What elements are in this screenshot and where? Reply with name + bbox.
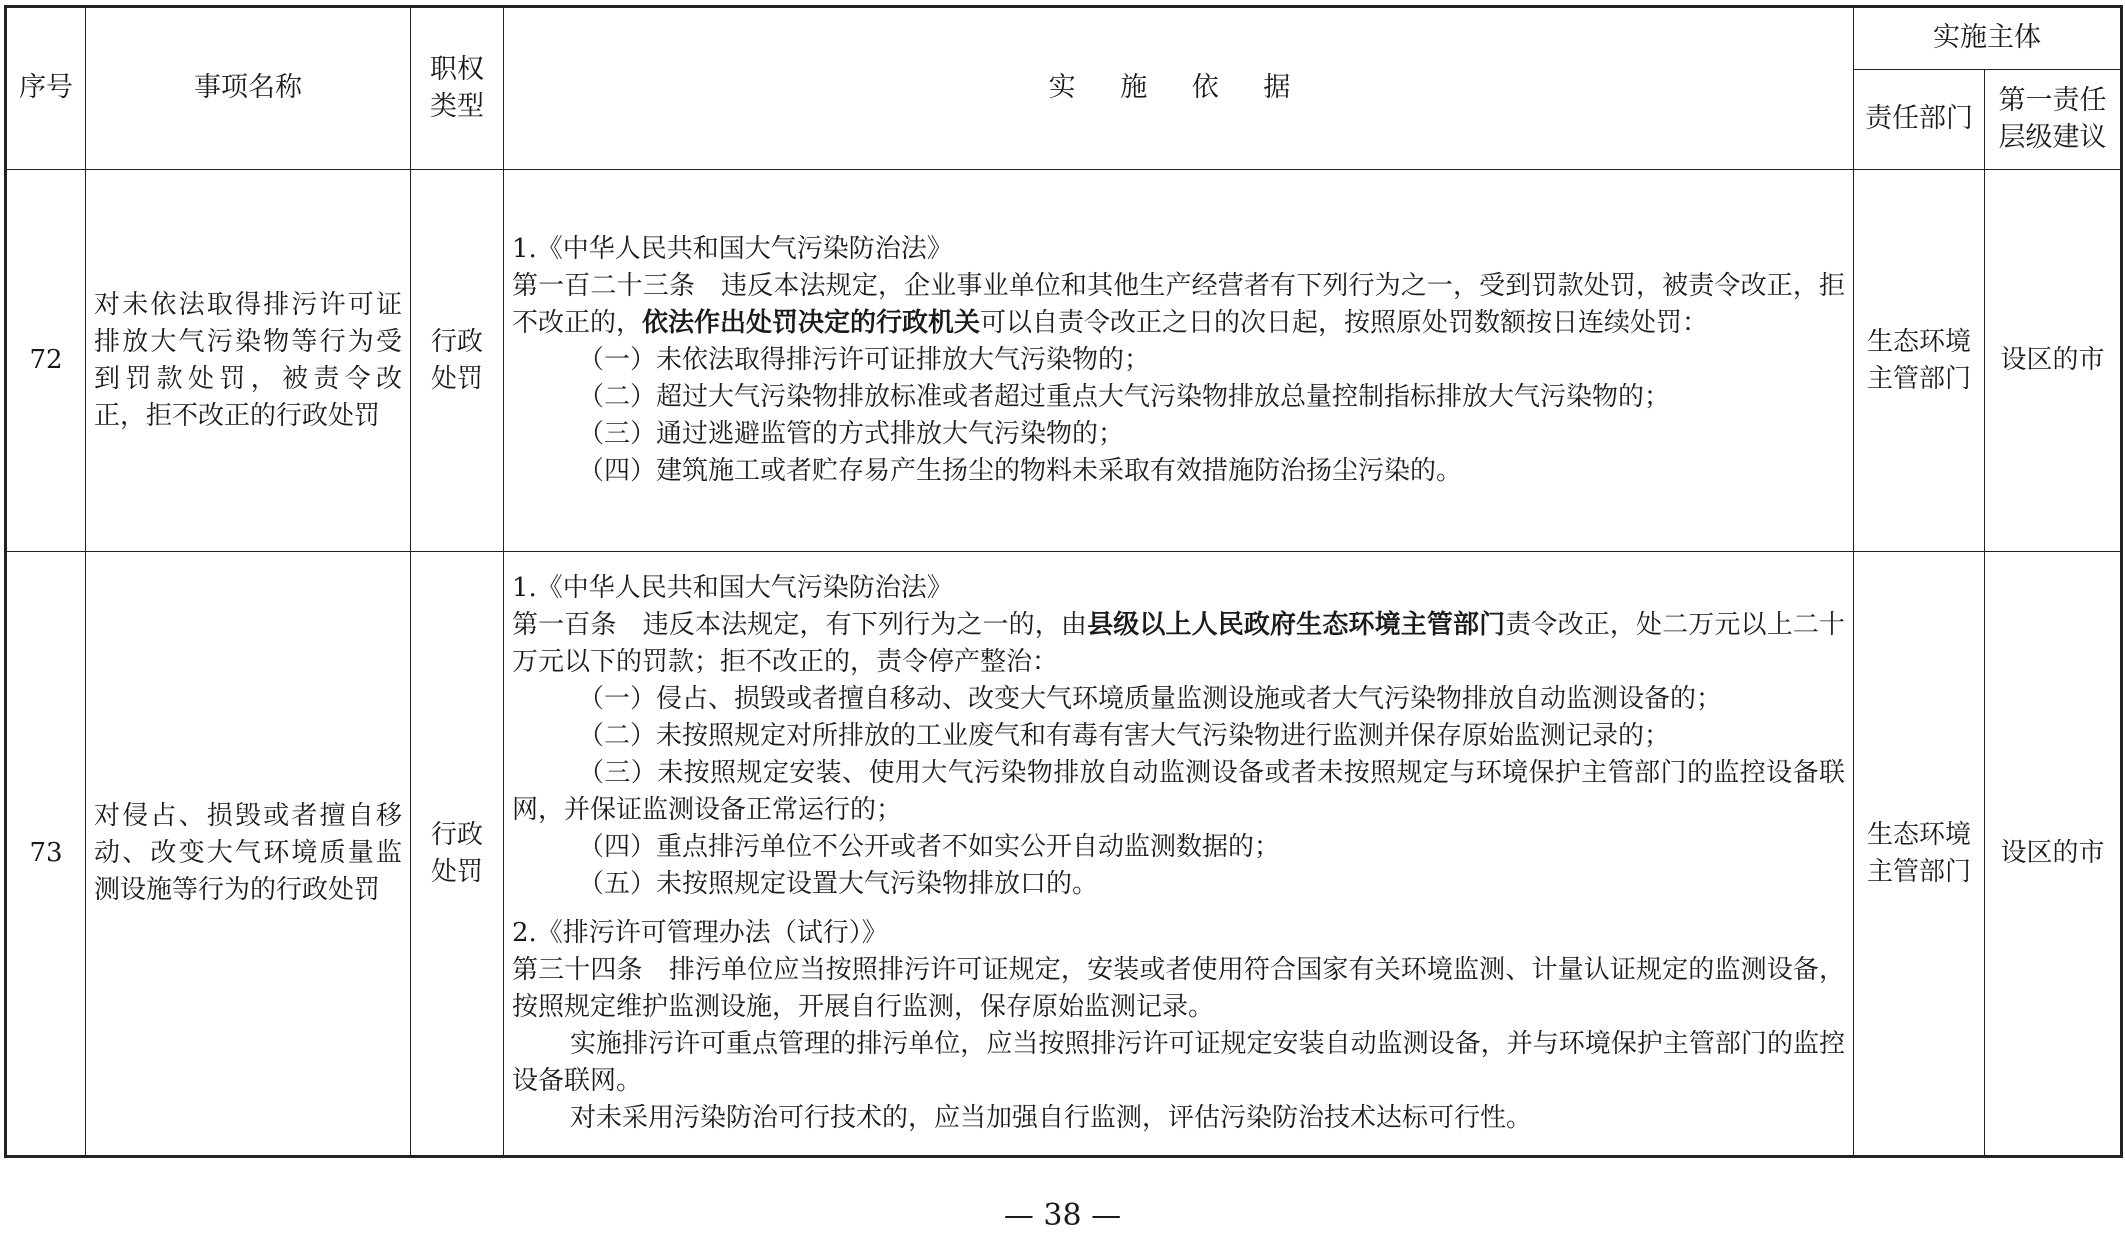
basis-item: （一）未依法取得排污许可证排放大气污染物的；	[578, 345, 1151, 375]
basis-paragraph: 对未采用污染防治可行技术的，应当加强自行监测，评估污染防治技术达标可行性。	[570, 1103, 1533, 1133]
basis-paragraph: 实施排污许可重点管理的排污单位，应当按照排污许可证规定安装自动监测设备，并与环境保护主管部门的监控设备联网。	[512, 1029, 1845, 1096]
row-level: 设区的市	[1985, 552, 2122, 1157]
basis-law-title: 1.《中华人民共和国大气污染防治法》	[512, 234, 953, 264]
basis-item: （三）通过逃避监管的方式排放大气污染物的；	[578, 419, 1125, 449]
header-seq: 序号	[6, 7, 86, 170]
row-name: 对侵占、损毁或者擅自移动、改变大气环境质量监测设施等行为的行政处罚	[86, 552, 411, 1157]
header-type: 职权类型	[411, 7, 504, 170]
row-type: 行政处罚	[411, 170, 504, 552]
header-level: 第一责任层级建议	[1985, 70, 2122, 170]
basis-item: （四）重点排污单位不公开或者不如实公开自动监测数据的；	[578, 832, 1281, 862]
basis-authority: 县级以上人民政府生态环境主管部门	[1087, 610, 1506, 640]
basis-article: 第一百二十三条 违反本法规定，企业事业单位和其他生产经营者有下列行为之一，受到罚款处罚，被责令改正，拒不改正的，依法作出处罚决定的行政机关可以自责令改正之日的次日起，按照原处罚数额按日连续处罚：	[512, 271, 1845, 338]
basis-item: （二）未按照规定对所排放的工业废气和有毒有害大气污染物进行监测并保存原始监测记录的；	[578, 721, 1671, 751]
responsibility-table	[4, 5, 2123, 1158]
table-row	[6, 170, 2122, 552]
header-subject: 实施主体	[1854, 7, 2122, 70]
basis-law-title: 1.《中华人民共和国大气污染防治法》	[512, 573, 953, 603]
basis-law-title: 2.《排污许可管理办法（试行）》	[512, 918, 888, 948]
row-dept: 生态环境主管部门	[1854, 170, 1985, 552]
row-level: 设区的市	[1985, 170, 2122, 552]
basis-item: （四）建筑施工或者贮存易产生扬尘的物料未采取有效措施防治扬尘污染的。	[578, 456, 1463, 486]
basis-item: （五）未按照规定设置大气污染物排放口的。	[578, 869, 1099, 899]
table-row	[6, 552, 2122, 1157]
row-dept: 生态环境主管部门	[1854, 552, 1985, 1157]
basis-article: 第三十四条 排污单位应当按照排污许可证规定，安装或者使用符合国家有关环境监测、计量认证规定的监测设备，按照规定维护监测设施，开展自行监测，保存原始监测记录。	[512, 955, 1845, 1022]
basis-item: （二）超过大气污染物排放标准或者超过重点大气污染物排放总量控制指标排放大气污染物的；	[578, 382, 1671, 412]
header-name: 事项名称	[86, 7, 411, 170]
basis-item: （一）侵占、损毁或者擅自移动、改变大气环境质量监测设施或者大气污染物排放自动监测设备的；	[578, 684, 1723, 714]
row-seq: 72	[6, 170, 86, 552]
basis-item: （三）未按照规定安装、使用大气污染物排放自动监测设备或者未按照规定与环境保护主管部门的监控设备联网，并保证监测设备正常运行的；	[512, 758, 1845, 825]
header-row	[6, 7, 2122, 70]
page-number: — 38 —	[1003, 1198, 1122, 1233]
document-page	[4, 5, 2123, 1158]
row-basis	[504, 170, 1854, 552]
header-dept: 责任部门	[1854, 70, 1985, 170]
basis-authority: 依法作出处罚决定的行政机关	[642, 308, 981, 338]
basis-article: 第一百条 违反本法规定，有下列行为之一的，由县级以上人民政府生态环境主管部门责令改正，处二万元以上二十万元以下的罚款；拒不改正的，责令停产整治：	[512, 610, 1845, 677]
row-type: 行政处罚	[411, 552, 504, 1157]
row-name: 对未依法取得排污许可证排放大气污染物等行为受到罚款处罚，被责令改正，拒不改正的行政处罚	[86, 170, 411, 552]
header-basis: 实 施 依 据	[504, 7, 1854, 170]
row-seq: 73	[6, 552, 86, 1157]
row-basis	[504, 552, 1854, 1157]
